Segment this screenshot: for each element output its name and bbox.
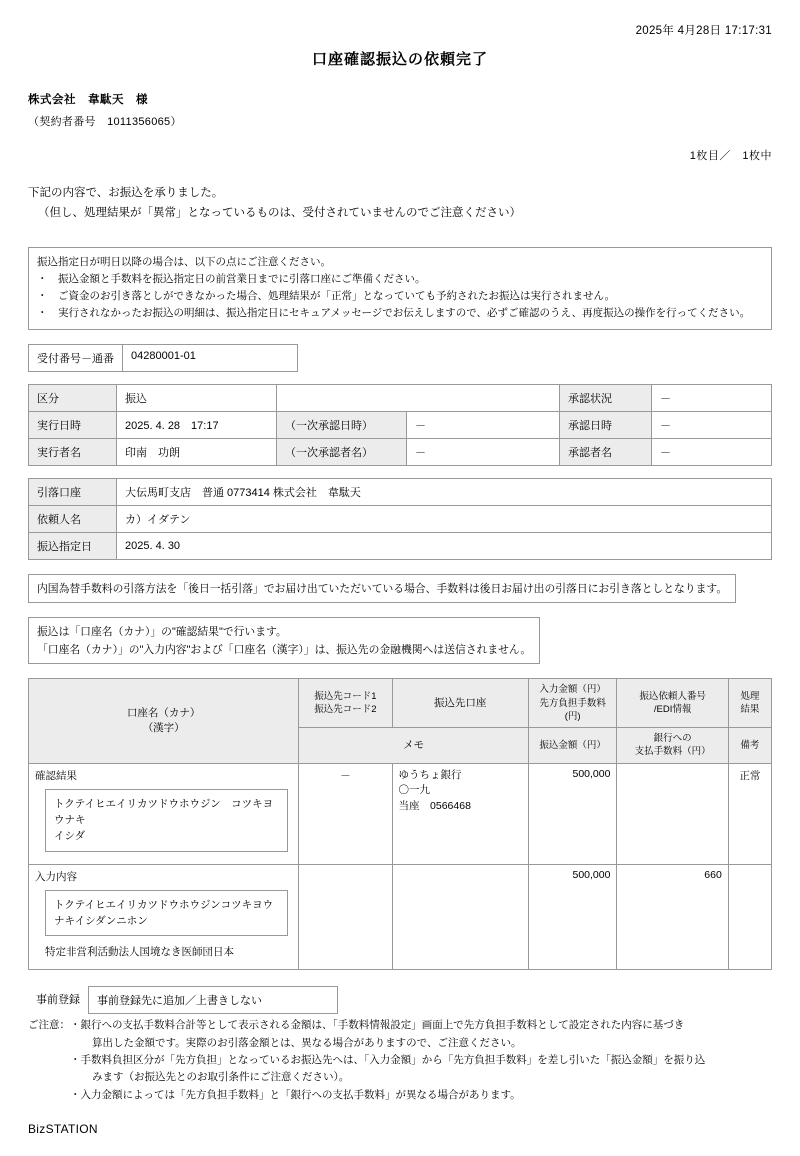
bank-fee-value: 660 [617, 864, 728, 970]
header-fee-recipient-label: 先方負担手数料(円) [539, 697, 606, 722]
table-row [29, 763, 772, 864]
table-row [29, 479, 772, 506]
header-dest-code2: 振込先コード2 [314, 704, 377, 716]
header-result-line2: 結果 [740, 704, 760, 716]
table-row [29, 412, 772, 439]
footer-notes [28, 1017, 772, 1104]
dest-account-number: 当座 0566468 [398, 800, 471, 813]
footer-note-3: ・入力金額によっては「先方負担手数料」と「銀行への支払手数料」が異なる場合があります。 [70, 1088, 521, 1101]
confirmation-result-label: 確認結果 [35, 769, 77, 782]
approver-label: 承認者名 [560, 439, 652, 466]
table-row [29, 439, 772, 466]
header-memo: メモ [299, 728, 528, 764]
first-approver-label: （一次承認者名） [277, 439, 407, 466]
header-result [728, 679, 771, 728]
header-edi-line2: /EDI情報 [653, 704, 692, 716]
detail-table [28, 384, 772, 466]
fee-info-note: 内国為替手数料の引落方法を「後日一括引落」でお届け出ていただいている場合、手数料は後日お届け出の引落日にお引き落としとなります。 [28, 574, 736, 603]
confirmation-name-kana [45, 789, 288, 852]
notice-line-2: ・ 振込金額と手数料を振込指定日の前営業日までに引落口座にご準備ください。 [37, 273, 426, 286]
confirmation-name-kana-line2: イシダ [54, 830, 86, 843]
debit-account-label: 引落口座 [29, 479, 117, 506]
contract-number: （契約者番号 1011356065） [28, 116, 182, 128]
input-content-cell [29, 864, 299, 970]
input-name-kanji: 特定非営利活動法人国境なき医師団日本 [45, 946, 234, 959]
footer-note-2b: みます（お振込先とのお取引条件にご注意ください）。 [92, 1071, 350, 1084]
confirmation-name-kana-line1: トクテイヒエイリカツドウホウジン コツキヨウナキ [54, 797, 274, 826]
header-account-name-kanji: （漢字） [142, 721, 185, 734]
first-approval-date-label: （一次承認日時） [277, 412, 407, 439]
confirmation-result-cell [29, 763, 299, 864]
addressee-name: 株式会社 韋駄天 様 [28, 94, 148, 106]
notice-box [28, 247, 772, 330]
result-value: 正常 [728, 763, 771, 864]
transfer-date-label: 振込指定日 [29, 533, 117, 560]
dest-bank-name: ゆうちょ銀行 [398, 768, 462, 781]
header-result-line1: 処理 [740, 690, 760, 702]
header-account-name-kana: 口座名（カナ） [126, 707, 201, 720]
transfer-detail-table [28, 678, 772, 970]
header-edi [617, 679, 728, 728]
brand-logo: BizSTATION [28, 1122, 98, 1136]
kubun-label: 区分 [29, 385, 117, 412]
table-row [29, 385, 772, 412]
header-dest-code [299, 679, 392, 728]
receipt-number-label: 受付番号－通番 [37, 353, 114, 366]
exec-name-value: 印南 功朗 [117, 439, 277, 466]
exec-date-value: 2025. 4. 28 17:17 [117, 412, 277, 439]
header-account-name [29, 679, 299, 763]
intro-line-2: （但し、処理結果が「異常」となっているものは、受付されていませんのでご注意ください） [38, 207, 521, 220]
dest-account-value [392, 763, 528, 864]
input-content-label: 入力内容 [35, 870, 77, 883]
notice-line-4: ・ 実行されなかったお振込の明細は、振込指定日にセキュアメッセージでお伝えしますので、必ずご確認のうえ、再度振込の操作を行ってください。 [37, 307, 751, 320]
approval-status-value: － [652, 385, 772, 412]
footer-note-1b: 算出した金額です。実際のお引落金額とは、異なる場合がありますので、ご注意ください。 [92, 1036, 522, 1049]
header-dest-account: 振込先口座 [392, 679, 528, 728]
footer-note-2: ・手数料負担区分が「先方負担」となっているお振込先へは、「入力金額」から「先方負担手数料」を差し引いた「振込金額」を振り込 [70, 1054, 706, 1067]
table-row [29, 864, 772, 970]
approval-date-label: 承認日時 [560, 412, 652, 439]
intro-text [28, 183, 772, 223]
spacer-cell-1 [277, 385, 407, 412]
header-transfer-amount: 振込金額（円） [528, 728, 617, 764]
pre-registration-value: 事前登録先に追加／上書きしない [88, 986, 338, 1014]
kubun-value: 振込 [117, 385, 277, 412]
header-bank-fee-line2: 支払手数料（円） [634, 746, 711, 758]
header-amount-in-label: 入力金額（円） [539, 684, 606, 696]
notice-line-1: 振込指定日が明日以降の場合は、以下の点にご注意ください。 [37, 256, 331, 269]
first-approval-date-value: － [407, 412, 560, 439]
header-bank-fee-line1: 銀行への [653, 733, 692, 745]
footer-note-1: ・銀行への支払手数料合計等として表示される金額は、「手数料情報設定」画面上で先方負担手数料として設定された内容に基づき [70, 1019, 685, 1032]
account-table [28, 478, 772, 560]
memo-value [299, 864, 392, 970]
footer-note-row-1 [28, 1017, 772, 1104]
header-bank-fee [617, 728, 728, 764]
page-count: 1枚目／ 1枚中 [689, 150, 772, 162]
input-name-kana: トクテイヒエイリカツドウホウジンコツキヨウナキイシダンニホン [45, 890, 288, 937]
confirmation-note-line-2: 「口座名（カナ）」の"入力内容"および「口座名（漢字）」は、振込先の金融機関へは送信されません。 [37, 644, 532, 657]
confirmation-info-note [28, 617, 540, 664]
intro-line-1: 下記の内容で、お振込を承りました。 [28, 187, 224, 199]
debit-account-value: 大伝馬町支店 普通 0773414 株式会社 韋駄天 [117, 479, 772, 506]
header-edi-line1: 振込依頼人番号 [639, 690, 706, 702]
requester-name-value: カ）イダテン [117, 506, 772, 533]
memo-value-2 [392, 864, 528, 970]
page-title: 口座確認振込の依頼完了 [311, 51, 488, 68]
receipt-number-row [28, 344, 298, 372]
edi-value [617, 763, 728, 864]
receipt-number-value: 04280001-01 [122, 345, 297, 371]
requester-name-label: 依頼人名 [29, 506, 117, 533]
notice-line-3: ・ ご資金のお引き落としができなかった場合、処理結果が「正常」となっていても予約されたお振込は実行されません。 [37, 290, 616, 303]
approval-status-label: 承認状況 [560, 385, 652, 412]
table-row [29, 506, 772, 533]
pre-registration-label: 事前登録 [36, 994, 80, 1007]
remarks-value [728, 864, 771, 970]
table-header-row [29, 679, 772, 728]
header-amount-in [528, 679, 617, 728]
pre-registration-row [28, 986, 338, 1014]
exec-name-label: 実行者名 [29, 439, 117, 466]
amount-value: 500,000 [528, 763, 617, 864]
table-row [29, 533, 772, 560]
confirmation-note-line-1: 振込は「口座名（カナ）」の"確認結果"で行います。 [37, 626, 287, 639]
transfer-date-value: 2025. 4. 30 [117, 533, 772, 560]
footer-note-head: ご注意： [28, 1019, 70, 1032]
approver-value: － [652, 439, 772, 466]
approval-date-value: － [652, 412, 772, 439]
dest-code-value: － [299, 763, 392, 864]
header-remarks: 備考 [728, 728, 771, 764]
footer-note-body [70, 1017, 772, 1104]
header-dest-code1: 振込先コード1 [314, 690, 377, 702]
dest-branch-name: 〇一九 [398, 784, 431, 797]
transfer-amount-value: 500,000 [528, 864, 617, 970]
exec-date-label: 実行日時 [29, 412, 117, 439]
document-timestamp: 2025年 4月28日 17:17:31 [635, 25, 772, 37]
first-approver-value: － [407, 439, 560, 466]
spacer-cell-2 [407, 385, 560, 412]
